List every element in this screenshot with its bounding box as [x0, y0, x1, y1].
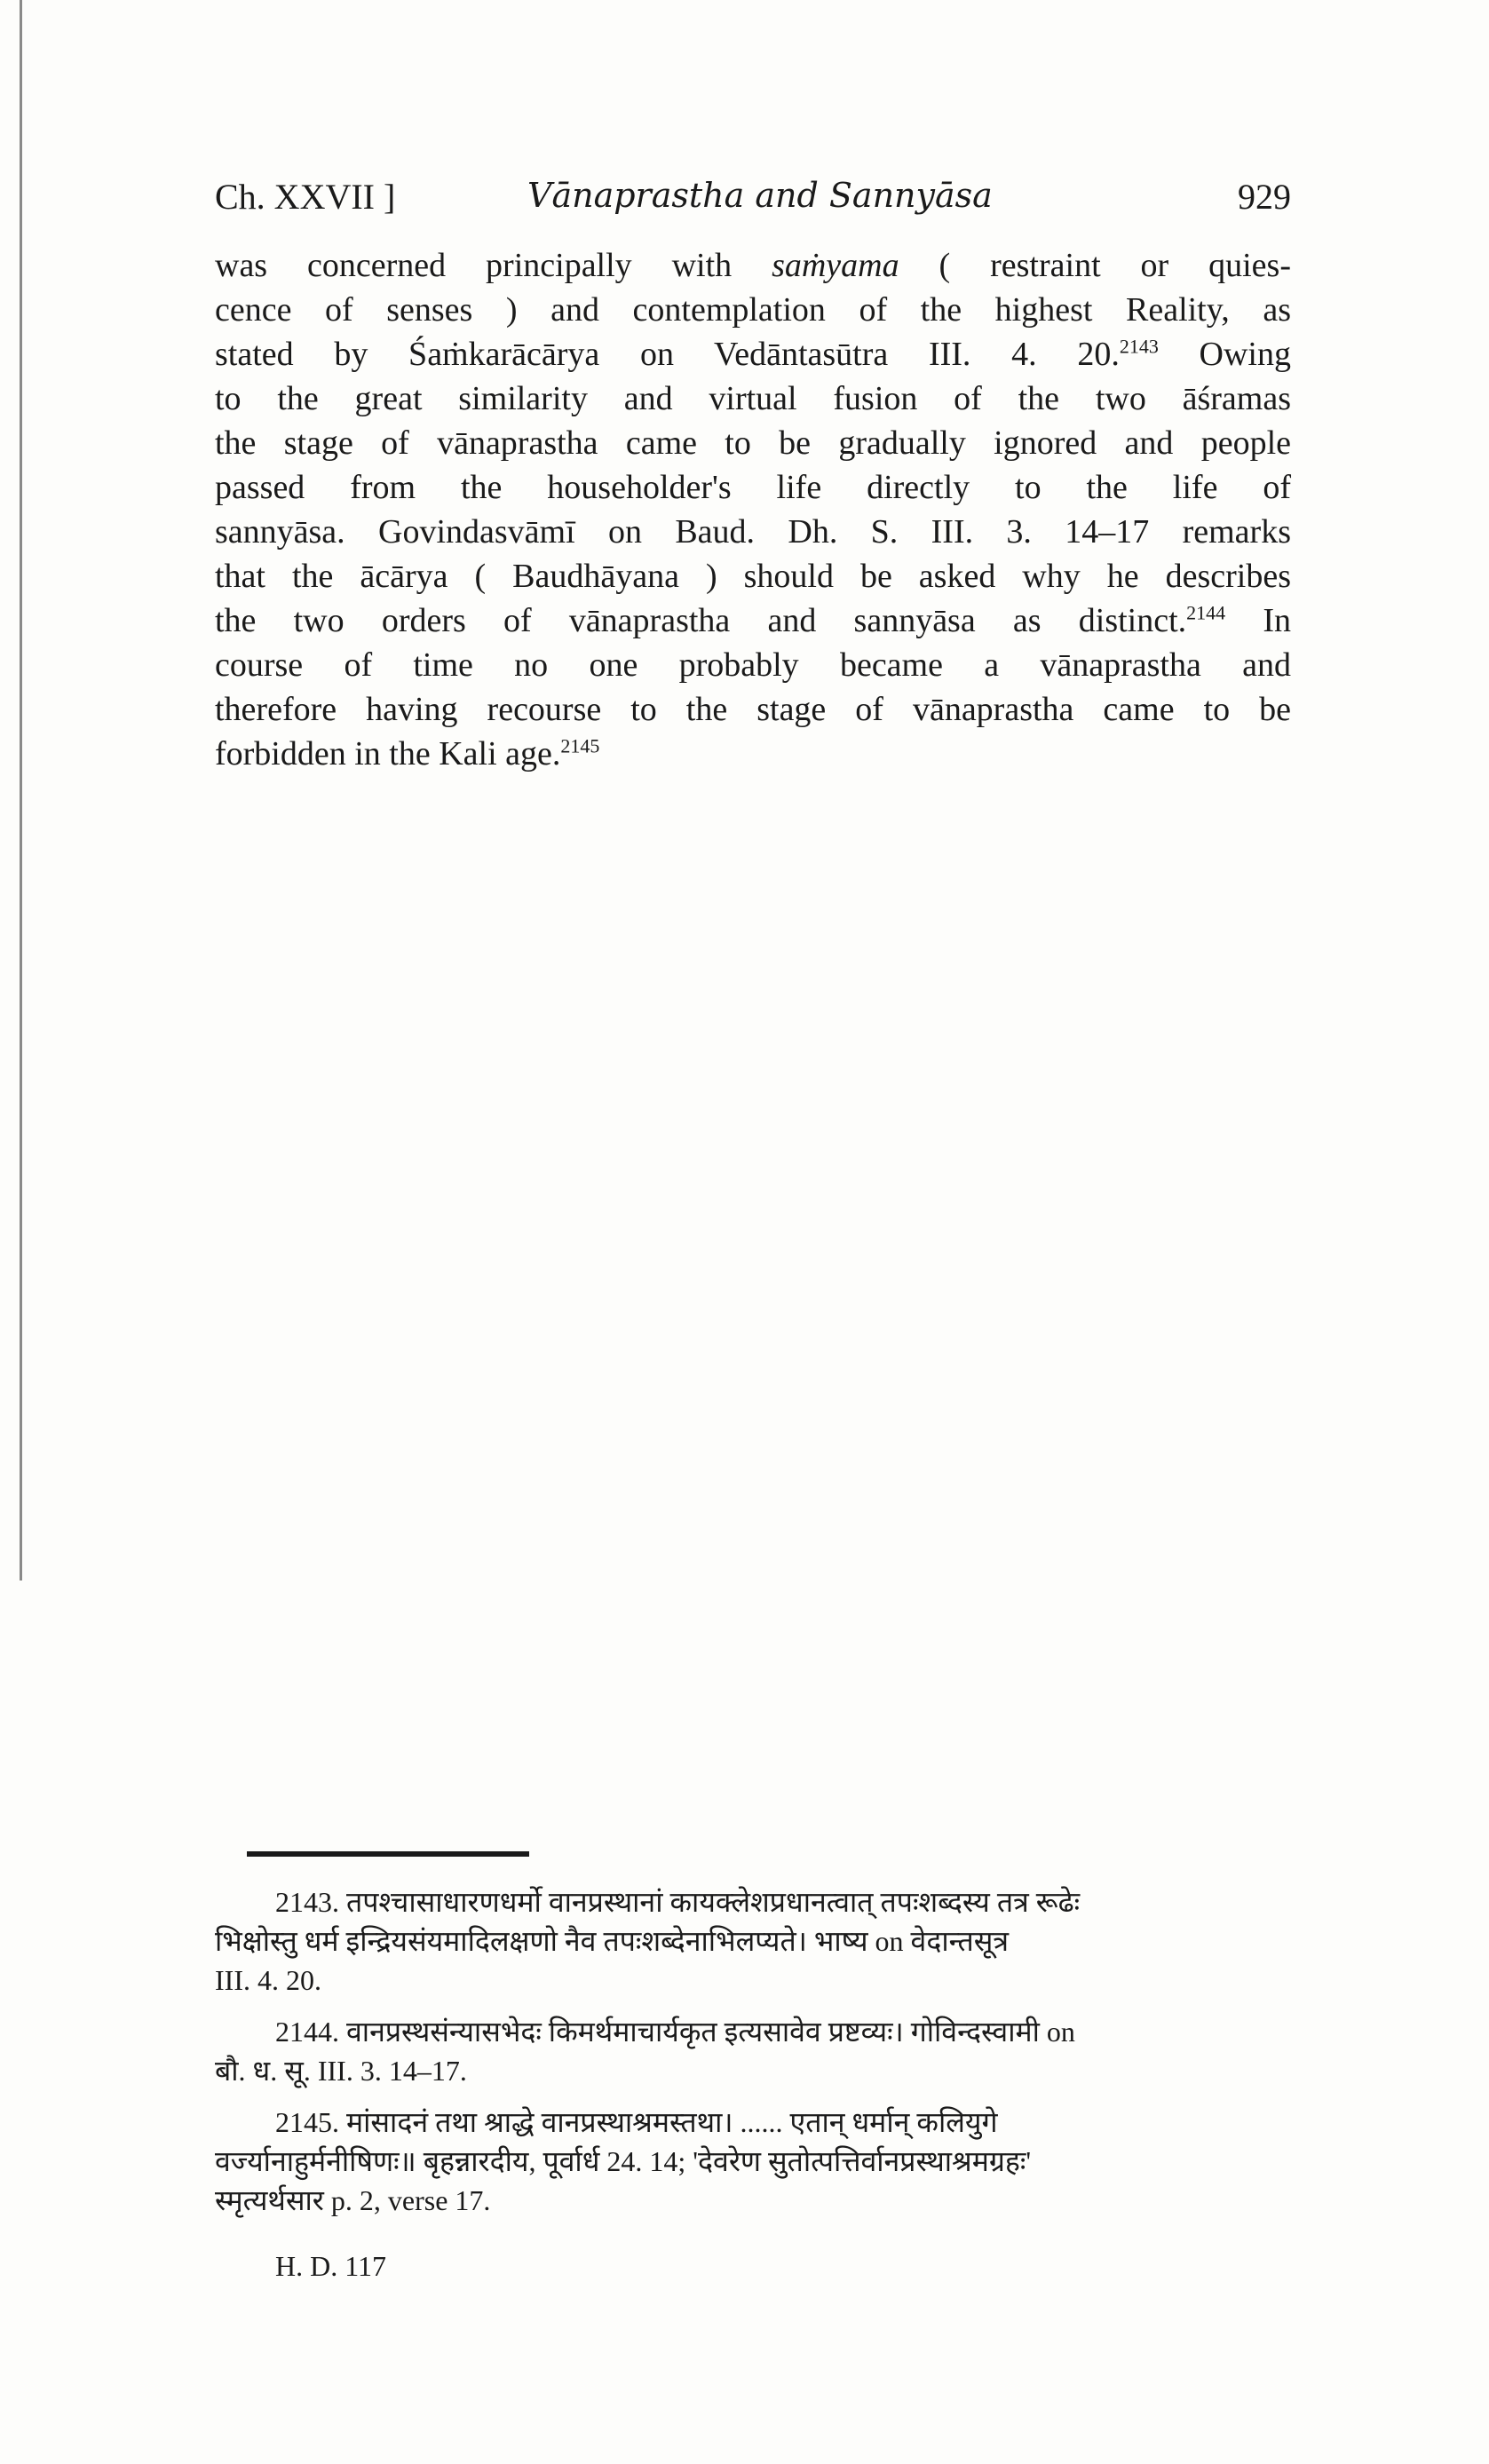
body-paragraph: [215, 243, 1291, 776]
page-content: [215, 176, 1291, 776]
text-line: forbidden in the Kali age.$^{2145}$: [215, 734, 600, 772]
text-line: to the great similarity and virtual fusion of the two āśramas: [215, 380, 1291, 417]
page-number: 929: [1238, 177, 1291, 217]
footnote-line: वर्ज्यानाहुर्मनीषिणः॥ बृहन्नारदीय, पूर्वार्ध 24. 14; 'देवरेण सुतोत्पत्तिर्वानप्रस्थाश्रमग्रहः': [215, 2145, 1032, 2177]
footnote-2145: [215, 2103, 1291, 2220]
text-line: sannyāsa. Govindasvāmī on Baud. Dh. S. III. 3. 14–17 remarks: [215, 513, 1291, 551]
chapter-label: Ch. XXVII ]: [215, 177, 396, 217]
text-line: stated by Śaṁkarācārya on Vedāntasūtra III. 4. 20.$^{2143}$ Owing: [215, 335, 1291, 373]
text-line: passed from the householder's life directly to the life of: [215, 469, 1291, 506]
running-title: Vānaprastha and Sannyāsa: [527, 176, 993, 215]
text-line: course of time no one probably became a vānaprastha and: [215, 646, 1291, 684]
footnote-2143: [215, 1882, 1291, 2000]
text-line: cence of senses ) and contemplation of the highest Reality, as: [215, 291, 1291, 329]
running-head: [215, 176, 1291, 226]
text-line: the stage of vānaprastha came to be gradually ignored and people: [215, 424, 1291, 462]
scan-margin-line: [20, 0, 22, 1581]
footnotes: [215, 1882, 1291, 2286]
footnote-line: भिक्षोस्तु धर्म इन्द्रियसंयमादिलक्षणो नैव तपःशब्देनाभिलप्यते। भाष्य on वेदान्तसूत्र: [215, 1925, 1010, 1957]
footnote-ref-2143: 2143: [1119, 335, 1159, 358]
text-line: that the ācārya ( Baudhāyana ) should be asked why he describes: [215, 558, 1291, 595]
footnote-ref-2145: 2145: [560, 734, 600, 757]
footnote-line: 2145. मांसादनं तथा श्राद्धे वानप्रस्थाश्रमस्तथा। ...... एतान् धर्मान् कलियुगे: [275, 2106, 998, 2138]
text-line: the two orders of vānaprastha and sannyāsa as distinct.$^{2144}$ In: [215, 601, 1292, 639]
signature-mark: H. D. 117: [275, 2250, 387, 2282]
italic-term: saṁyama: [772, 247, 899, 284]
footnote-2144: [215, 2012, 1291, 2090]
footnote-line: III. 4. 20.: [215, 1964, 321, 1996]
text-line: was concerned principally with saṁyama ( restraint or quies-: [215, 247, 1291, 284]
footnote-line: 2143. तपश्चासाधारणधर्मो वानप्रस्थानां कायक्लेशप्रधानत्वात् तपःशब्दस्य तत्र रूढेः: [275, 1886, 1081, 1918]
footnote-line: बौ. ध. सू. III. 3. 14–17.: [215, 2055, 467, 2087]
footnote-line: स्मृत्यर्थसार p. 2, verse 17.: [215, 2184, 491, 2216]
footnote-ref-2144: 2144: [1186, 601, 1226, 624]
footnote-line: 2144. वानप्रस्थसंन्यासभेदः किमर्थमाचार्यकृत इत्यसावेव प्रष्टव्यः। गोविन्दस्वामी on: [275, 2016, 1075, 2048]
footnote-separator: [247, 1851, 529, 1857]
text-line: therefore having recourse to the stage of vānaprastha came to be: [215, 691, 1291, 728]
